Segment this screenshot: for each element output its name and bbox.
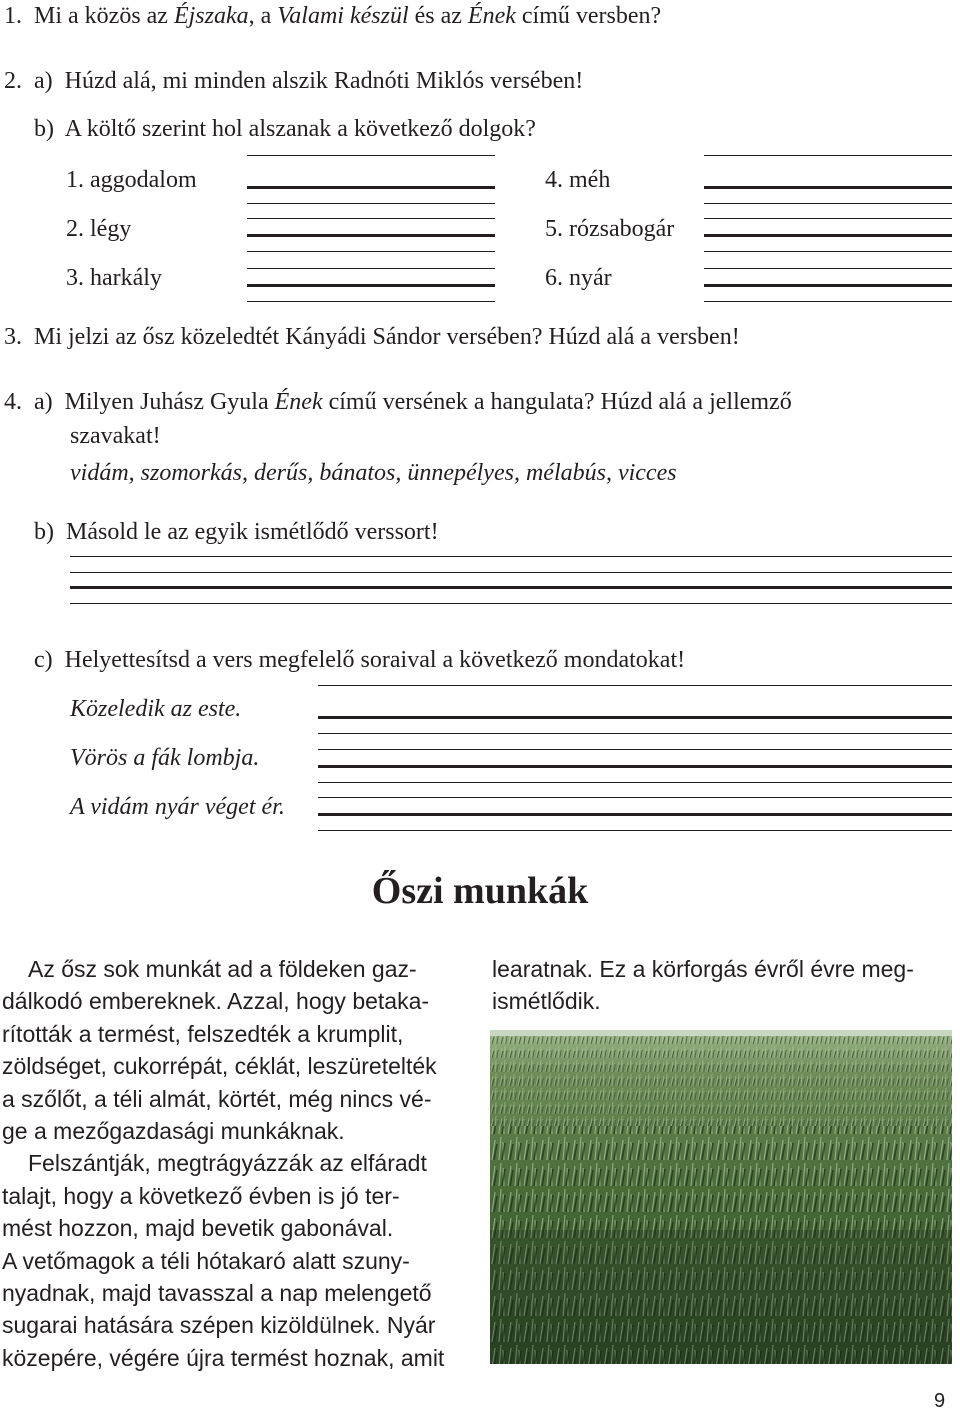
text-line: dálkodó embereknek. Azzal, hogy betaka- — [2, 988, 430, 1015]
text-line: zöldséget, cukorrépát, céklát, leszüretelték — [2, 1053, 437, 1080]
reading-column-2 — [492, 953, 954, 1018]
answer-lines-sentence-2[interactable] — [318, 749, 952, 785]
wheat-field-photo — [490, 1030, 952, 1364]
answer-lines-aggodalom[interactable] — [247, 155, 495, 207]
answer-lines-nyar[interactable] — [704, 268, 952, 304]
text-line: ge a mezőgazdasági munkáknak. — [2, 1118, 345, 1145]
question-4c: c) Helyettesítsd a vers megfelelő soraival a következő mondatokat! — [34, 647, 686, 673]
text-line: mést hozzon, majd bevetik gabonával. — [2, 1215, 394, 1242]
item-legy: 2. légy — [66, 216, 132, 242]
item-harkaly: 3. harkály — [66, 265, 162, 291]
answer-lines-rozsabogar[interactable] — [704, 218, 952, 254]
sentence-1: Közeledik az este. — [70, 696, 242, 722]
answer-lines-sentence-3[interactable] — [318, 797, 952, 833]
question-1: 1. Mi a közös az Éjszaka, a Valami készül és az Ének című versben? — [4, 3, 662, 29]
question-2a: 2. a) Húzd alá, mi minden alszik Radnóti Miklós versében! — [4, 68, 584, 94]
section-title: Őszi munkák — [371, 870, 589, 912]
text-line: Felszántják, megtrágyázzák az elfáradt — [28, 1150, 427, 1177]
page-number: 9 — [934, 1390, 946, 1412]
text-line: sugarai hatására szépen kizöldülnek. Nyár — [2, 1312, 436, 1339]
question-4b: b) Másold le az egyik ismétlődő verssort! — [34, 519, 439, 545]
answer-lines-harkaly[interactable] — [247, 268, 495, 304]
item-meh: 4. méh — [545, 167, 611, 193]
item-nyar: 6. nyár — [545, 265, 612, 291]
question-4a: 4. a) Milyen Juhász Gyula Ének című versének a hangulata? Húzd alá a jellemző — [4, 389, 792, 415]
text-line: rították a termést, felszedték a krumplit, — [2, 1020, 404, 1047]
sentence-3: A vidám nyár véget ér. — [70, 794, 285, 820]
answer-lines-verse[interactable] — [70, 556, 952, 606]
answer-lines-legy[interactable] — [247, 218, 495, 254]
reading-column-1 — [2, 953, 460, 1374]
text-line: nyadnak, majd tavasszal a nap melengető — [2, 1280, 432, 1307]
item-aggodalom: 1. aggodalom — [66, 167, 197, 193]
question-4a-cont: szavakat! — [70, 423, 161, 449]
text-line: talajt, hogy a következő évben is jó ter- — [2, 1182, 400, 1209]
text-line: a szőlőt, a téli almát, körtét, még nincs vé- — [2, 1085, 432, 1112]
text-line: learatnak. Ez a körforgás évről évre meg- — [492, 956, 914, 982]
question-3: 3. Mi jelzi az ősz közeledtét Kányádi Sándor versében? Húzd alá a versben! — [4, 324, 740, 350]
text-line: A vetőmagok a téli hótakaró alatt szuny- — [2, 1247, 410, 1274]
text-line: közepére, végére újra termést hoznak, amit — [2, 1344, 445, 1371]
sentence-2: Vörös a fák lombja. — [70, 745, 260, 771]
text-line: Az ősz sok munkát ad a földeken gaz- — [28, 956, 417, 982]
question-2b: b) A költő szerint hol alszanak a következő dolgok? — [34, 116, 536, 142]
answer-lines-sentence-1[interactable] — [318, 685, 952, 737]
text-line: ismétlődik. — [492, 988, 601, 1015]
wheat-field-image — [490, 1030, 952, 1364]
answer-lines-meh[interactable] — [704, 155, 952, 207]
item-rozsabogar: 5. rózsabogár — [545, 216, 675, 242]
word-list: vidám, szomorkás, derűs, bánatos, ünnepélyes, mélabús, vicces — [70, 460, 677, 486]
